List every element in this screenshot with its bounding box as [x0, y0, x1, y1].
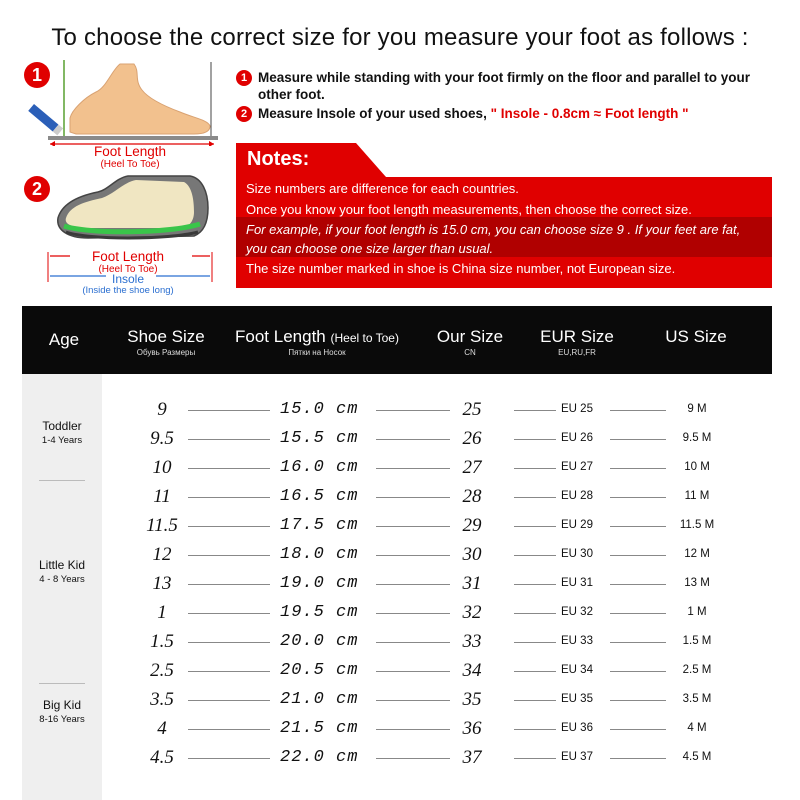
age-group-big-kid — [22, 698, 102, 725]
age-group-name: Toddler — [42, 419, 82, 433]
note-line-3: For example, if your foot length is 15.0 cm, you can choose size 9 . If your feet are fat, — [246, 222, 741, 237]
header-us-size — [652, 327, 740, 347]
row-dash — [610, 526, 666, 527]
header-our-size-sub: CN — [464, 348, 476, 357]
header-shoe-size-sub: Обувь Размеры — [136, 348, 196, 357]
row-dash — [376, 439, 450, 440]
header-foot-length-suffix: (Heel to Toe) — [330, 331, 399, 345]
row-dash — [188, 584, 270, 585]
row-dash — [188, 468, 270, 469]
shoe-size-cell: 11 — [153, 486, 171, 507]
instruction-2-text: Measure Insole of your used shoes, — [258, 106, 487, 121]
instruction-step-2 — [236, 105, 776, 122]
eur-size-cell: EU 34 — [561, 664, 593, 676]
table-row — [102, 685, 772, 714]
us-size-cell: 11.5 M — [679, 519, 715, 531]
table-row — [102, 482, 772, 511]
foot-measure-illustration — [24, 58, 224, 146]
row-dash — [610, 584, 666, 585]
foot-length-cell: 21.0 cm — [280, 690, 359, 709]
age-group-range: 4 - 8 Years — [39, 574, 85, 585]
eur-size-cell: EU 28 — [561, 490, 593, 502]
eur-size-cell: EU 32 — [561, 606, 593, 618]
row-dash — [188, 700, 270, 701]
header-shoe-size-text: Shoe Size — [127, 327, 205, 346]
us-size-cell: 9 M — [687, 403, 707, 415]
row-dash — [610, 468, 666, 469]
our-size-cell: 35 — [462, 689, 482, 710]
our-size-cell: 28 — [462, 486, 482, 507]
row-dash — [376, 700, 450, 701]
foot-length-cell: 15.0 cm — [280, 400, 359, 419]
our-size-cell: 26 — [462, 428, 482, 449]
foot-length-cell: 16.5 cm — [280, 487, 359, 506]
foot-length-cell: 22.0 cm — [280, 748, 359, 767]
us-size-cell: 1 M — [687, 606, 707, 618]
us-size-cell: 1.5 M — [682, 635, 712, 647]
eur-size-cell: EU 36 — [561, 722, 593, 734]
age-column — [22, 374, 102, 800]
row-dash — [188, 758, 270, 759]
instruction-1-text: Measure while standing with your foot firmly on the floor and parallel to your other foot. — [258, 70, 751, 102]
header-age — [22, 330, 106, 350]
eur-size-cell: EU 37 — [561, 751, 593, 763]
size-table-header — [22, 306, 772, 374]
age-group-toddler — [22, 419, 102, 446]
eur-size-cell: EU 29 — [561, 519, 593, 531]
header-age-text: Age — [48, 330, 80, 349]
shoe-size-cell: 4.5 — [150, 747, 174, 768]
instruction-2-highlight: " Insole - 0.8cm ≈ Foot length " — [490, 106, 689, 121]
step-1-badge: 1 — [24, 62, 50, 88]
row-dash — [376, 613, 450, 614]
notes-title: Notes: — [247, 148, 310, 170]
table-row — [102, 598, 772, 627]
foot-length-cell: 19.0 cm — [280, 574, 359, 593]
fig2-insole-label — [68, 273, 188, 296]
shoe-size-cell: 1.5 — [150, 631, 174, 652]
row-dash — [376, 671, 450, 672]
our-size-cell: 33 — [462, 631, 482, 652]
foot-length-cell: 17.5 cm — [280, 516, 359, 535]
eur-size-cell: EU 35 — [561, 693, 593, 705]
age-group-name: Big Kid — [42, 698, 82, 712]
row-dash — [610, 410, 666, 411]
us-size-cell: 10 M — [684, 461, 710, 473]
fig2-insole-text: Insole — [111, 272, 145, 286]
table-row — [102, 511, 772, 540]
foot-length-cell: 18.0 cm — [280, 545, 359, 564]
header-us-size-text: US Size — [665, 327, 727, 346]
row-dash — [376, 468, 450, 469]
foot-length-cell: 20.0 cm — [280, 632, 359, 651]
eur-size-cell: EU 27 — [561, 461, 593, 473]
row-dash — [610, 497, 666, 498]
row-dash — [188, 671, 270, 672]
row-dash — [610, 729, 666, 730]
row-dash — [188, 410, 270, 411]
row-dash — [610, 700, 666, 701]
age-group-range: 8-16 Years — [39, 714, 85, 725]
page-title: To choose the correct size for you measure your foot as follows : — [51, 24, 749, 51]
header-foot-length — [222, 327, 412, 357]
shoe-size-cell: 9 — [157, 399, 167, 420]
table-row — [102, 714, 772, 743]
instruction-1-badge: 1 — [236, 70, 252, 86]
foot-length-cell: 15.5 cm — [280, 429, 359, 448]
shoe-size-cell: 13 — [152, 573, 172, 594]
age-group-little-kid — [22, 558, 102, 585]
foot-length-cell: 16.0 cm — [280, 458, 359, 477]
row-dash — [188, 729, 270, 730]
our-size-cell: 31 — [462, 573, 482, 594]
row-dash — [610, 555, 666, 556]
our-size-cell: 36 — [462, 718, 482, 739]
us-size-cell: 12 M — [684, 548, 710, 560]
table-row — [102, 395, 772, 424]
note-line-5: The size number marked in shoe is China size number, not European size. — [246, 261, 676, 276]
fig2-insole-sub-text: (Inside the shoe long) — [82, 285, 174, 296]
row-dash — [376, 642, 450, 643]
row-dash — [188, 497, 270, 498]
row-dash — [376, 584, 450, 585]
us-size-cell: 2.5 M — [682, 664, 712, 676]
shoe-size-cell: 1 — [157, 602, 167, 623]
header-our-size — [430, 327, 510, 357]
age-divider — [39, 480, 85, 481]
header-eur-size — [532, 327, 622, 357]
table-row — [102, 569, 772, 598]
fig2-heel-to-toe-text: (Heel To Toe) — [98, 264, 158, 275]
notes-tab — [236, 143, 356, 177]
us-size-cell: 13 M — [684, 577, 710, 589]
eur-size-cell: EU 26 — [561, 432, 593, 444]
table-row — [102, 627, 772, 656]
header-shoe-size — [122, 327, 210, 357]
instruction-step-1 — [236, 69, 766, 103]
note-line-2: Once you know your foot length measurements, then choose the correct size. — [246, 202, 692, 217]
row-dash — [376, 729, 450, 730]
row-dash — [188, 526, 270, 527]
foot-length-cell: 20.5 cm — [280, 661, 359, 680]
header-foot-length-sub: Пятки на Носок — [288, 348, 346, 357]
header-our-size-text: Our Size — [436, 327, 504, 346]
our-size-cell: 32 — [462, 602, 482, 623]
our-size-cell: 27 — [462, 457, 482, 478]
eur-size-cell: EU 30 — [561, 548, 593, 560]
row-dash — [376, 410, 450, 411]
row-dash — [188, 555, 270, 556]
our-size-cell: 29 — [462, 515, 482, 536]
notes-body — [236, 177, 772, 288]
fig1-foot-length-text: Foot Length — [93, 144, 167, 159]
table-row — [102, 424, 772, 453]
our-size-cell: 37 — [462, 747, 482, 768]
shoe-size-cell: 10 — [152, 457, 172, 478]
foot-length-cell: 21.5 cm — [280, 719, 359, 738]
fig1-heel-to-toe-text: (Heel To Toe) — [100, 159, 160, 170]
table-row — [102, 656, 772, 685]
row-dash — [610, 671, 666, 672]
row-dash — [610, 758, 666, 759]
table-row — [102, 743, 772, 772]
us-size-cell: 11 M — [684, 490, 710, 502]
row-dash — [376, 497, 450, 498]
row-dash — [610, 642, 666, 643]
shoe-size-cell: 2.5 — [150, 660, 174, 681]
our-size-cell: 34 — [462, 660, 482, 681]
us-size-cell: 9.5 M — [682, 432, 712, 444]
fig1-label — [60, 144, 200, 170]
age-group-name: Little Kid — [38, 558, 86, 572]
row-dash — [188, 642, 270, 643]
row-dash — [610, 439, 666, 440]
shoe-size-cell: 12 — [152, 544, 172, 565]
row-dash — [188, 439, 270, 440]
notes-panel — [236, 143, 772, 288]
note-line-1: Size numbers are difference for each countries. — [246, 181, 519, 196]
age-divider — [39, 683, 85, 684]
shoe-size-cell: 4 — [157, 718, 167, 739]
header-eur-size-text: EUR Size — [540, 327, 614, 346]
instruction-2-badge: 2 — [236, 106, 252, 122]
shoe-size-cell: 3.5 — [150, 689, 174, 710]
note-line-4: you can choose one size larger than usual. — [246, 241, 494, 256]
row-dash — [188, 613, 270, 614]
our-size-cell: 30 — [462, 544, 482, 565]
our-size-cell: 25 — [462, 399, 482, 420]
header-eur-size-sub: EU,RU,FR — [558, 348, 596, 357]
row-dash — [376, 758, 450, 759]
header-foot-length-text: Foot Length — [235, 327, 326, 346]
insole-measure-illustration — [48, 170, 216, 250]
fig2-foot-length-text: Foot Length — [91, 249, 165, 264]
row-dash — [376, 555, 450, 556]
us-size-cell: 3.5 M — [682, 693, 712, 705]
eur-size-cell: EU 33 — [561, 635, 593, 647]
row-dash — [610, 613, 666, 614]
row-dash — [376, 526, 450, 527]
us-size-cell: 4.5 M — [682, 751, 712, 763]
foot-length-cell: 19.5 cm — [280, 603, 359, 622]
table-row — [102, 453, 772, 482]
shoe-size-cell: 9.5 — [150, 428, 174, 449]
notes-tab-slant — [356, 143, 386, 177]
age-group-range: 1-4 Years — [41, 435, 83, 446]
shoe-size-cell: 11.5 — [146, 515, 178, 536]
eur-size-cell: EU 31 — [561, 577, 593, 589]
us-size-cell: 4 M — [687, 722, 707, 734]
table-row — [102, 540, 772, 569]
step-2-badge: 2 — [24, 176, 50, 202]
eur-size-cell: EU 25 — [561, 403, 593, 415]
